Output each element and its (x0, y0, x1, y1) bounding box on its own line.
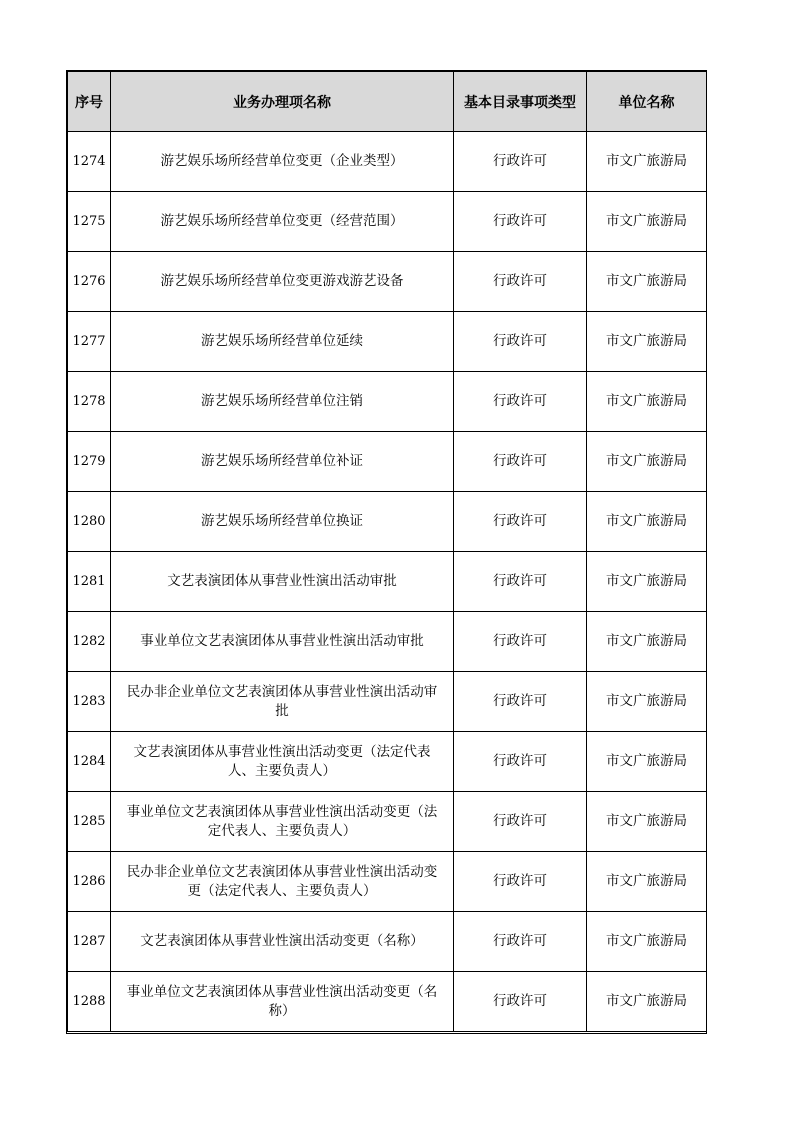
row-unit-cell: 市文广旅游局 (587, 492, 707, 552)
service-items-table (67, 71, 707, 1032)
row-category-cell: 行政许可 (454, 552, 587, 612)
row-item-name-cell: 游艺娱乐场所经营单位变更（经营范围） (111, 192, 454, 252)
row-category-cell: 行政许可 (454, 492, 587, 552)
row-category-cell: 行政许可 (454, 372, 587, 432)
row-index-cell: 1288 (68, 972, 111, 1032)
row-index-cell: 1279 (68, 432, 111, 492)
row-item-name-cell: 民办非企业单位文艺表演团体从事营业性演出活动审批 (111, 672, 454, 732)
table-row (68, 432, 707, 492)
row-category-cell: 行政许可 (454, 672, 587, 732)
table-body (68, 132, 707, 1032)
row-category-cell: 行政许可 (454, 792, 587, 852)
row-category-cell: 行政许可 (454, 312, 587, 372)
row-item-name-cell: 文艺表演团体从事营业性演出活动审批 (111, 552, 454, 612)
table-row (68, 132, 707, 192)
table-row (68, 972, 707, 1032)
row-category-cell: 行政许可 (454, 972, 587, 1032)
header-index: 序号 (68, 72, 111, 132)
row-unit-cell: 市文广旅游局 (587, 552, 707, 612)
row-index-cell: 1276 (68, 252, 111, 312)
row-index-cell: 1277 (68, 312, 111, 372)
row-index-cell: 1286 (68, 852, 111, 912)
table-row (68, 492, 707, 552)
row-category-cell: 行政许可 (454, 432, 587, 492)
row-category-cell: 行政许可 (454, 852, 587, 912)
table-row (68, 792, 707, 852)
row-item-name-cell: 游艺娱乐场所经营单位延续 (111, 312, 454, 372)
table-row (68, 612, 707, 672)
table-row (68, 672, 707, 732)
table-row (68, 192, 707, 252)
table-row (68, 252, 707, 312)
row-unit-cell: 市文广旅游局 (587, 852, 707, 912)
row-category-cell: 行政许可 (454, 612, 587, 672)
row-unit-cell: 市文广旅游局 (587, 252, 707, 312)
row-index-cell: 1281 (68, 552, 111, 612)
row-unit-cell: 市文广旅游局 (587, 312, 707, 372)
table-row (68, 912, 707, 972)
row-item-name-cell: 游艺娱乐场所经营单位注销 (111, 372, 454, 432)
row-index-cell: 1287 (68, 912, 111, 972)
row-category-cell: 行政许可 (454, 132, 587, 192)
row-unit-cell: 市文广旅游局 (587, 972, 707, 1032)
header-row (68, 72, 707, 132)
row-item-name-cell: 游艺娱乐场所经营单位补证 (111, 432, 454, 492)
row-index-cell: 1275 (68, 192, 111, 252)
header-unit: 单位名称 (587, 72, 707, 132)
table-header (68, 72, 707, 132)
row-index-cell: 1278 (68, 372, 111, 432)
row-index-cell: 1284 (68, 732, 111, 792)
row-item-name-cell: 事业单位文艺表演团体从事营业性演出活动变更（名称） (111, 972, 454, 1032)
row-item-name-cell: 游艺娱乐场所经营单位变更（企业类型） (111, 132, 454, 192)
header-item-name: 业务办理项名称 (111, 72, 454, 132)
row-item-name-cell: 民办非企业单位文艺表演团体从事营业性演出活动变更（法定代表人、主要负责人） (111, 852, 454, 912)
row-index-cell: 1274 (68, 132, 111, 192)
row-index-cell: 1282 (68, 612, 111, 672)
row-index-cell: 1283 (68, 672, 111, 732)
row-unit-cell: 市文广旅游局 (587, 192, 707, 252)
row-item-name-cell: 文艺表演团体从事营业性演出活动变更（法定代表人、主要负责人） (111, 732, 454, 792)
row-item-name-cell: 事业单位文艺表演团体从事营业性演出活动变更（法定代表人、主要负责人） (111, 792, 454, 852)
row-item-name-cell: 文艺表演团体从事营业性演出活动变更（名称） (111, 912, 454, 972)
table-row (68, 372, 707, 432)
row-unit-cell: 市文广旅游局 (587, 432, 707, 492)
row-category-cell: 行政许可 (454, 192, 587, 252)
row-unit-cell: 市文广旅游局 (587, 912, 707, 972)
row-unit-cell: 市文广旅游局 (587, 792, 707, 852)
table-row (68, 552, 707, 612)
row-unit-cell: 市文广旅游局 (587, 132, 707, 192)
row-index-cell: 1280 (68, 492, 111, 552)
row-category-cell: 行政许可 (454, 252, 587, 312)
row-item-name-cell: 游艺娱乐场所经营单位换证 (111, 492, 454, 552)
row-item-name-cell: 游艺娱乐场所经营单位变更游戏游艺设备 (111, 252, 454, 312)
row-item-name-cell: 事业单位文艺表演团体从事营业性演出活动审批 (111, 612, 454, 672)
row-unit-cell: 市文广旅游局 (587, 732, 707, 792)
row-category-cell: 行政许可 (454, 912, 587, 972)
row-unit-cell: 市文广旅游局 (587, 672, 707, 732)
row-unit-cell: 市文广旅游局 (587, 612, 707, 672)
row-category-cell: 行政许可 (454, 732, 587, 792)
table-row (68, 852, 707, 912)
table-row (68, 732, 707, 792)
header-category: 基本目录事项类型 (454, 72, 587, 132)
row-unit-cell: 市文广旅游局 (587, 372, 707, 432)
table-row (68, 312, 707, 372)
row-index-cell: 1285 (68, 792, 111, 852)
